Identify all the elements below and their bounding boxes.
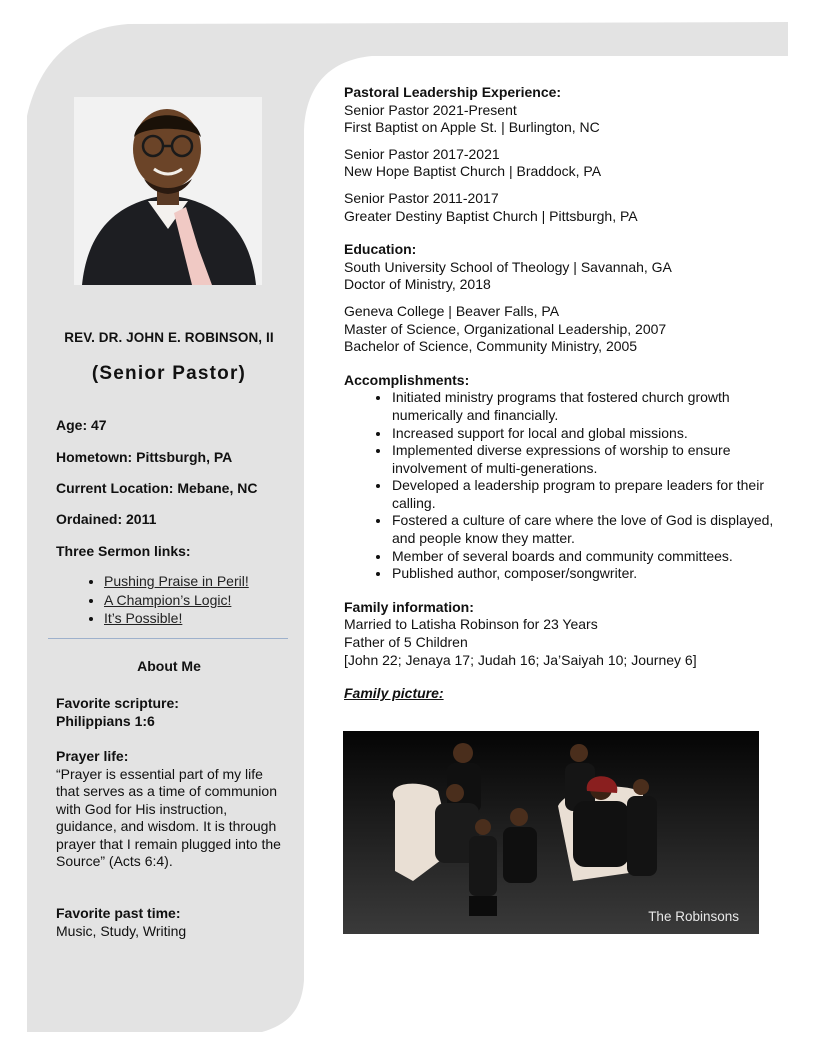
- list-item: • Increased support for local and global missions.: [391, 425, 774, 443]
- education-line-4: Master of Science, Organizational Leadership, 2007: [344, 320, 667, 337]
- pastime-label: Favorite past time:: [56, 905, 181, 921]
- ordained-field: Ordained: 2011: [56, 511, 157, 527]
- main-content: [344, 84, 774, 703]
- family-heading: Family information:: [344, 598, 474, 615]
- pastor-portrait: [74, 97, 262, 285]
- experience-title-3: Senior Pastor 2011-2017: [344, 189, 499, 206]
- pastime-value: Music, Study, Writing: [56, 922, 187, 939]
- family-photo-caption: The Robinsons: [648, 909, 739, 924]
- family-picture-label: Family picture:: [344, 685, 444, 702]
- accomplishments-list: [344, 389, 774, 583]
- experience-place-2: New Hope Baptist Church | Braddock, PA: [344, 163, 602, 180]
- list-item: • Published author, composer/songwriter.: [391, 565, 774, 583]
- sermon-link-3[interactable]: It’s Possible!: [104, 610, 183, 626]
- sermon-link-1[interactable]: Pushing Praise in Peril!: [104, 573, 249, 589]
- current-location-field: Current Location: Mebane, NC: [56, 480, 258, 496]
- sermon-links-label: Three Sermon links:: [56, 543, 191, 559]
- prayer-life: [56, 748, 281, 871]
- hometown-field: Hometown: Pittsburgh, PA: [56, 449, 233, 465]
- experience-place-3: Greater Destiny Baptist Church | Pittsburgh, PA: [344, 207, 638, 224]
- sermon-links-list: [56, 572, 249, 628]
- pastor-role: (Senior Pastor): [91, 363, 247, 384]
- list-item: [104, 572, 249, 591]
- experience-heading: Pastoral Leadership Experience:: [344, 84, 562, 100]
- experience-place-1: First Baptist on Apple St. | Burlington, NC: [344, 119, 600, 136]
- list-item: • Member of several boards and community committees.: [391, 548, 774, 566]
- family-line-1: Married to Latisha Robinson for 23 Years: [344, 616, 598, 633]
- education-line-3: Geneva College | Beaver Falls, PA: [344, 302, 560, 319]
- sermon-link-2[interactable]: A Champion’s Logic!: [104, 591, 232, 608]
- experience-title-2: Senior Pastor 2017-2021: [344, 145, 500, 162]
- list-item: [104, 591, 249, 610]
- scripture-label: Favorite scripture:: [56, 695, 179, 711]
- scripture-value: Philippians 1:6: [56, 712, 155, 729]
- list-item: • Initiated ministry programs that fostered church growth numerically and financially.: [391, 389, 774, 424]
- experience-title-1: Senior Pastor 2021-Present: [344, 101, 517, 118]
- family-line-2: Father of 5 Children: [344, 634, 468, 651]
- list-item: • Developed a leadership program to prepare leaders for their calling.: [391, 477, 774, 512]
- pastor-name: REV. DR. JOHN E. ROBINSON, II: [64, 330, 274, 345]
- list-item: [104, 609, 249, 628]
- prayer-text: “Prayer is essential part of my life that serves as a time of communion with God for His instruction, guidance, and wisdom. It is through prayer that I remain plugged into the Source” (Acts 6:4).: [56, 765, 281, 869]
- accomplishments-heading: Accomplishments:: [344, 371, 470, 388]
- family-line-3: [John 22; Jenaya 17; Judah 16; Ja’Saiyah 10; Journey 6]: [344, 651, 697, 668]
- favorite-pastime: [56, 905, 281, 940]
- list-item: • Fostered a culture of care where the love of God is displayed, and people know they matter.: [391, 512, 774, 547]
- prayer-label: Prayer life:: [56, 748, 129, 764]
- education-heading: Education:: [344, 241, 417, 258]
- education-line-1: South University School of Theology | Savannah, GA: [344, 258, 672, 275]
- age-field: Age: 47: [56, 417, 107, 433]
- about-me-heading: About Me: [137, 658, 201, 674]
- education-line-5: Bachelor of Science, Community Ministry, 2005: [344, 338, 638, 355]
- family-photo: [343, 731, 759, 934]
- sidebar-divider: [48, 638, 288, 639]
- education-line-2: Doctor of Ministry, 2018: [344, 276, 491, 293]
- list-item: • Implemented diverse expressions of worship to ensure involvement of multi-generations.: [391, 442, 774, 477]
- favorite-scripture: [56, 695, 281, 730]
